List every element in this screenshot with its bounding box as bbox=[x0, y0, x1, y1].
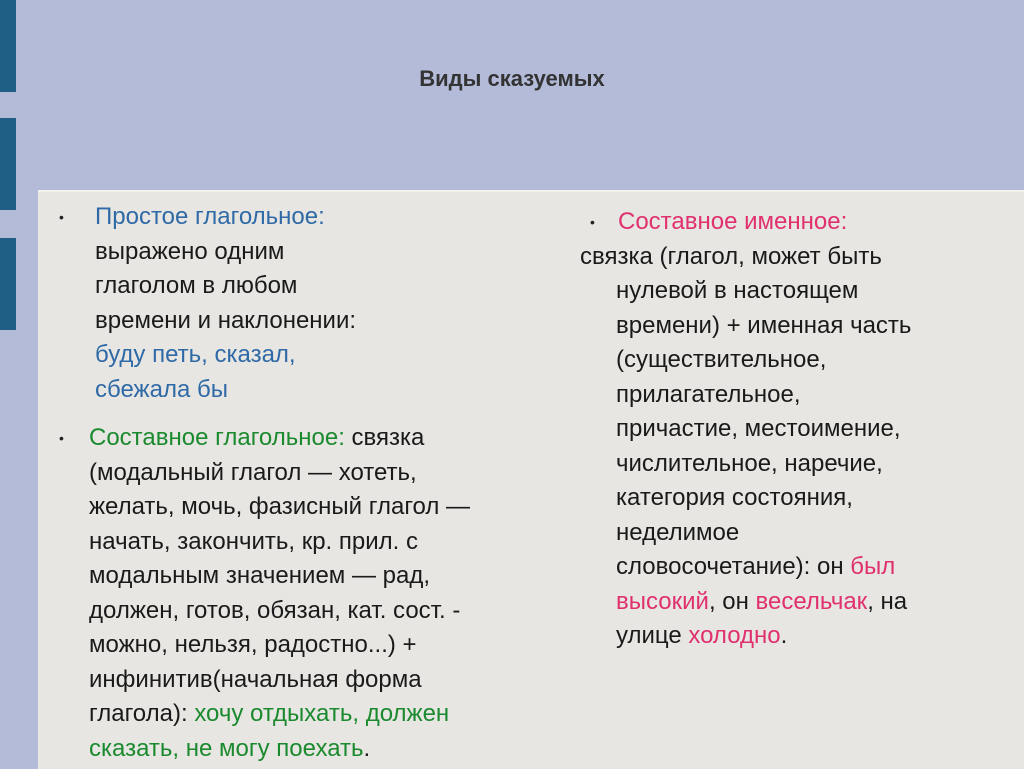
bullet-dot: • bbox=[590, 214, 595, 230]
bullet-dot: • bbox=[59, 430, 64, 446]
compound-verbal-line: можно, нельзя, радостно...) + bbox=[89, 631, 417, 658]
compound-nominal-line: неделимое bbox=[616, 518, 740, 546]
accent-bar-2 bbox=[0, 118, 16, 210]
compound-nominal-line bbox=[616, 550, 1000, 585]
simple-line: выражено одним bbox=[95, 237, 285, 265]
compound-verbal-heading: Составное глагольное: bbox=[89, 424, 345, 451]
simple-line: времени и наклонении: bbox=[95, 306, 357, 334]
compound-nominal-block bbox=[580, 205, 1000, 654]
compound-nominal-example: весельчак bbox=[755, 587, 868, 615]
compound-verbal-line: инфинитив(начальная форма bbox=[89, 665, 422, 693]
simple-example: буду петь, сказал, bbox=[95, 341, 296, 368]
compound-verbal-line: должен, готов, обязан, кат. сост. - bbox=[89, 596, 461, 624]
compound-nominal-text: , на bbox=[867, 587, 908, 615]
accent-bar-3 bbox=[0, 238, 16, 330]
compound-nominal-line: (существительное, bbox=[616, 346, 827, 373]
bullet-dot: • bbox=[59, 209, 64, 225]
simple-heading: Простое глагольное: bbox=[95, 203, 325, 230]
simple-example: сбежала бы bbox=[95, 375, 228, 403]
compound-nominal-line: причастие, местоимение, bbox=[616, 415, 901, 442]
compound-verbal-example: сказать, не могу поехать bbox=[89, 734, 364, 762]
compound-nominal-line bbox=[616, 619, 1000, 654]
compound-nominal-line: прилагательное, bbox=[616, 380, 801, 408]
period: . bbox=[780, 622, 788, 649]
compound-nominal-line bbox=[616, 585, 1000, 620]
period: . bbox=[363, 734, 371, 762]
compound-verbal-line bbox=[89, 697, 470, 732]
compound-verbal-text: связка bbox=[344, 424, 425, 451]
compound-nominal-example: холодно bbox=[688, 622, 781, 649]
compound-verbal-line: начать, закончить, кр. прил. с bbox=[89, 527, 418, 555]
compound-verbal-line: модальным значением — рад, bbox=[89, 562, 430, 589]
compound-nominal-text: , он bbox=[708, 587, 756, 615]
compound-nominal-line: времени) + именная часть bbox=[616, 311, 912, 339]
compound-verbal-block bbox=[59, 421, 471, 766]
compound-nominal-text: улице bbox=[616, 622, 689, 649]
compound-nominal-line: связка (глагол, может быть bbox=[580, 242, 882, 270]
compound-nominal-line: категория состояния, bbox=[616, 484, 853, 511]
compound-nominal-example: был bbox=[850, 553, 896, 580]
compound-verbal-line: желать, мочь, фазисный глагол — bbox=[89, 493, 471, 520]
compound-verbal-line bbox=[89, 421, 470, 456]
compound-verbal-line bbox=[89, 732, 470, 767]
compound-nominal-example: высокий bbox=[616, 587, 709, 615]
compound-verbal-text: глагола): bbox=[89, 700, 195, 727]
compound-verbal-line: (модальный глагол — хотеть, bbox=[89, 458, 417, 486]
compound-nominal-text: словосочетание): он bbox=[616, 553, 851, 580]
compound-verbal-example: хочу отдыхать, должен bbox=[194, 700, 450, 727]
compound-nominal-line: нулевой в настоящем bbox=[616, 277, 859, 304]
compound-nominal-line: числительное, наречие, bbox=[616, 449, 883, 477]
slide-title: Виды сказуемых bbox=[419, 66, 605, 91]
simple-predicate-block bbox=[59, 200, 357, 407]
simple-line: глаголом в любом bbox=[95, 272, 298, 299]
compound-nominal-heading: Составное именное: bbox=[618, 208, 848, 235]
